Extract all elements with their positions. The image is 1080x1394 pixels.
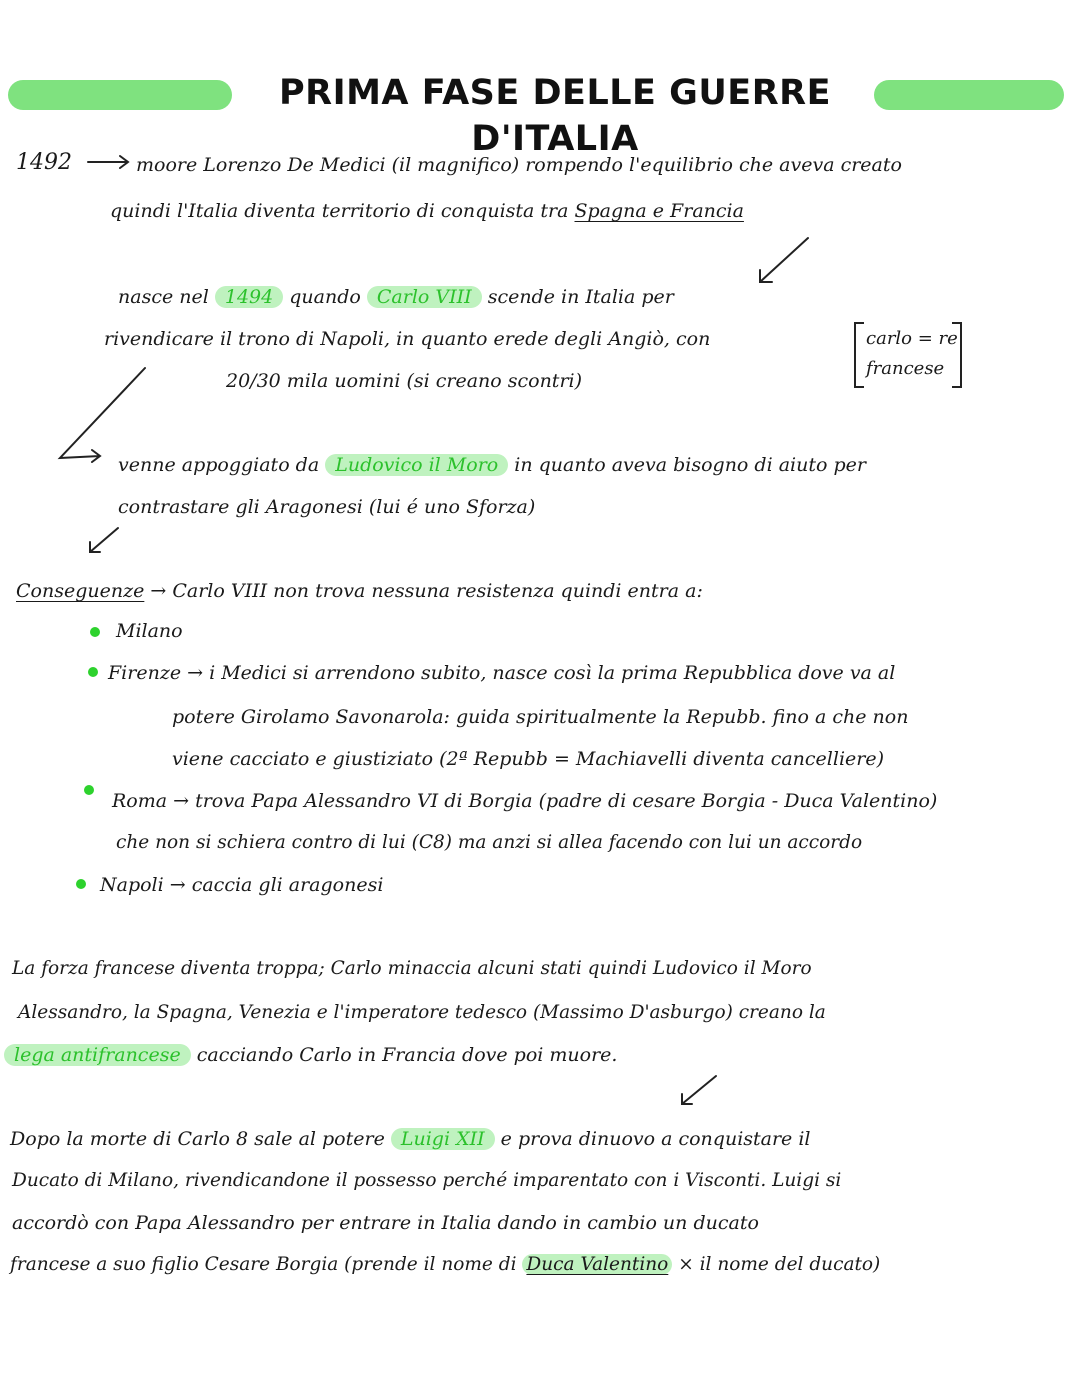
line-6-post: in quanto aveva bisogno di aiuto per [514,454,866,476]
p2-line-2: Alessandro, la Spagna, Venezia e l'imperatore tedesco (Massimo D'asburgo) creano la [18,1002,826,1023]
note-bracket-left [854,322,864,388]
conseguenze-text: → Carlo VIII non trova nessuna resistenza quindi entra a: [150,580,703,602]
p2-line-3-post: cacciando Carlo in Francia dove poi muore. [196,1044,618,1066]
p3-line-4-post: × il nome del ducato) [678,1254,881,1275]
p3-line-1-post: e prova dinuovo a conquistare il [500,1128,811,1150]
p2-line-1: La forza francese diventa troppa; Carlo minaccia alcuni stati quindi Ludovico il Moro [12,958,812,979]
line-3-mid: quando [289,286,361,308]
line-1: moore Lorenzo De Medici (il magnifico) rompendo l'equilibrio che aveva creato [136,154,902,176]
bullet-item-roma-2: che non si schiera contro di lui (C8) ma anzi si allea facendo con lui un accordo [116,832,863,853]
p3-line-3: accordò con Papa Alessandro per entrare in Italia dando in cambio un ducato [12,1212,759,1234]
arrow-francia [760,238,808,282]
bullet-item-roma-1: Roma → trova Papa Alessandro VI di Borgia (padre di cesare Borgia - Duca Valentino) [112,790,938,812]
line-2 [110,198,744,224]
note-bracket-right [952,322,962,388]
p2-line-3 [4,1042,617,1068]
p3-line-1-pre: Dopo la morte di Carlo 8 sale al potere [10,1128,385,1150]
line-7: contrastare gli Aragonesi (lui é uno Sforza) [118,496,536,518]
highlight-carlo-viii: Carlo VIII [367,286,482,308]
p3-line-4 [10,1252,880,1278]
spagna-francia: Spagna e Francia [574,200,744,222]
line-3-pre: nasce nel [118,286,209,308]
p3-line-1 [10,1126,811,1152]
bullet-milano [90,627,100,637]
arrow-left-diagonal [60,368,145,462]
note-line-1: carlo = re [866,328,958,349]
line-4: rivendicare il trono di Napoli, in quanto erede degli Angiò, con [104,328,711,350]
bullet-item-milano: Milano [116,620,183,642]
bullet-item-firenze-2: potere Girolamo Savonarola: guida spiritualmente la Repubb. fino a che non [172,706,909,728]
bullet-item-firenze-1: Firenze → i Medici si arrendono subito, nasce così la prima Repubblica dove va al [108,662,896,684]
arrow-1492 [88,156,128,168]
conseguenze-line [16,578,703,604]
arrow-conseguenze [90,528,118,552]
bullet-napoli [76,879,86,889]
line-5: 20/30 mila uomini (si creano scontri) [226,370,583,392]
bullet-roma [84,785,94,795]
arrow-muore [682,1076,716,1104]
line-6 [118,452,866,478]
p3-line-2: Ducato di Milano, rivendicandone il possesso perché imparentato con i Visconti. Luigi si [12,1170,842,1191]
highlight-luigi-xii: Luigi XII [391,1128,495,1150]
p3-line-4-pre: francese a suo figlio Cesare Borgia (prende il nome di [10,1254,517,1275]
line-6-pre: venne appoggiato da [118,454,320,476]
highlight-ludovico: Ludovico il Moro [325,454,508,476]
note-line-2: francese [866,358,945,379]
line-2-text: quindi l'Italia diventa territorio di conquista tra [110,200,569,222]
bullet-item-firenze-3: viene cacciato e giustiziato (2ª Repubb = Machiavelli diventa cancelliere) [172,748,885,770]
bullet-firenze [88,667,98,677]
bullet-item-napoli: Napoli → caccia gli aragonesi [100,874,384,896]
year-1492: 1492 [16,150,72,175]
conseguenze-label: Conseguenze [16,580,145,602]
page-title: PRIMA FASE DELLE GUERRE D'ITALIA [278,73,832,159]
highlight-duca-valentino: Duca Valentino [522,1254,672,1275]
line-3 [118,284,674,310]
highlight-lega-antifrancese: lega antifrancese [4,1044,191,1066]
line-3-post: scende in Italia per [487,286,674,308]
highlight-1494: 1494 [215,286,283,308]
